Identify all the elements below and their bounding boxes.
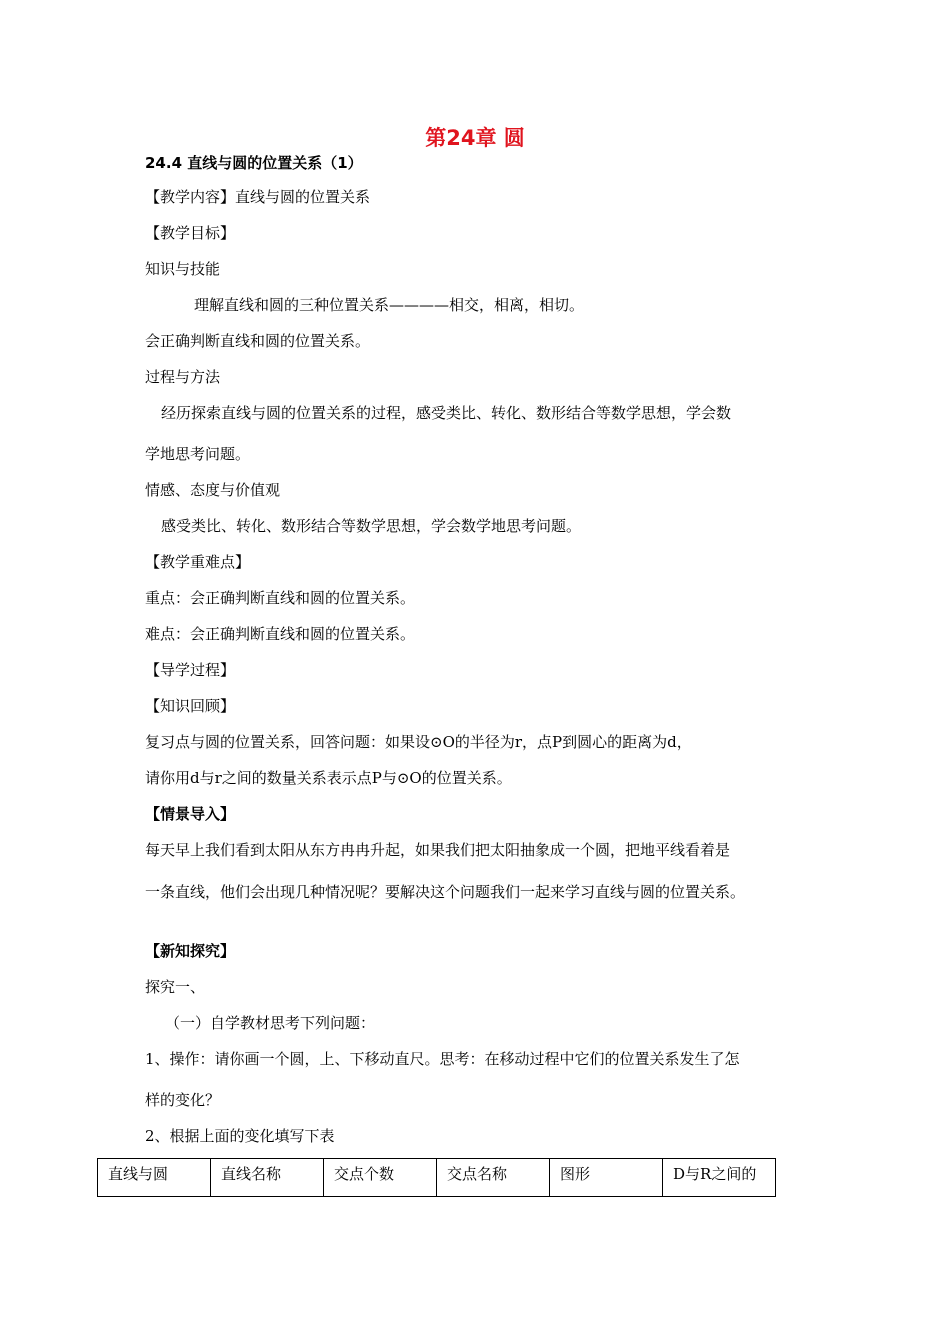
self-study-prompt: （一）自学教材思考下列问题： [165, 1014, 376, 1032]
fill-table-prompt: 2、根据上面的变化填写下表 [145, 1127, 335, 1145]
knowledge-review-heading: 【知识回顾】 [145, 697, 236, 715]
difficult-point: 难点：会正确判断直线和圆的位置关系。 [145, 625, 416, 643]
section-heading: 24.4 直线与圆的位置关系（1） [145, 154, 363, 172]
guide-process-heading: 【导学过程】 [145, 661, 236, 679]
process-method-text: 经历探索直线与圆的位置关系的过程，感受类比、转化、数形结合等数学思想，学会数 [161, 404, 732, 422]
table-header-cell: 图形 [550, 1159, 663, 1197]
knowledge-skills-text-2: 会正确判断直线和圆的位置关系。 [145, 332, 371, 350]
process-method-heading: 过程与方法 [145, 368, 221, 386]
teaching-goals-heading: 【教学目标】 [145, 224, 236, 242]
key-point: 重点：会正确判断直线和圆的位置关系。 [145, 589, 416, 607]
emotion-values-text: 感受类比、转化、数形结合等数学思想，学会数学地思考问题。 [161, 517, 582, 535]
emotion-values-heading: 情感、态度与价值观 [145, 481, 281, 499]
scenario-heading: 【情景导入】 [145, 805, 236, 823]
key-difficult-heading: 【教学重难点】 [145, 553, 251, 571]
relation-table [97, 1158, 776, 1197]
knowledge-skills-text: 理解直线和圆的三种位置关系————相交，相离，相切。 [194, 296, 585, 314]
operation-task-2: 样的变化？ [145, 1091, 221, 1109]
new-knowledge-heading: 【新知探究】 [145, 942, 236, 960]
teaching-content: 【教学内容】直线与圆的位置关系 [145, 188, 371, 206]
table-header-cell: 交点个数 [324, 1159, 437, 1197]
table-header-row [98, 1159, 776, 1197]
process-method-text-2: 学地思考问题。 [145, 445, 251, 463]
exploration-one: 探究一、 [145, 978, 206, 996]
knowledge-review-text: 复习点与圆的位置关系，回答问题：如果设⊙O的半径为r，点P到圆心的距离为d， [145, 733, 692, 751]
table-header-cell: 交点名称 [437, 1159, 550, 1197]
table-header-cell: D与R之间的 [663, 1159, 776, 1197]
scenario-text-2: 一条直线，他们会出现几种情况呢？要解决这个问题我们一起来学习直线与圆的位置关系。 [145, 883, 746, 901]
scenario-text: 每天早上我们看到太阳从东方冉冉升起，如果我们把太阳抽象成一个圆，把地平线看着是 [145, 841, 731, 859]
table-header-cell: 直线名称 [211, 1159, 324, 1197]
operation-task: 1、操作：请你画一个圆，上、下移动直尺。思考：在移动过程中它们的位置关系发生了怎 [145, 1050, 740, 1068]
knowledge-review-text-2: 请你用d与r之间的数量关系表示点P与⊙O的位置关系。 [145, 769, 512, 787]
chapter-title: 第24章 圆 [425, 126, 525, 150]
table-header-cell: 直线与圆 [98, 1159, 211, 1197]
knowledge-skills-heading: 知识与技能 [145, 260, 221, 278]
